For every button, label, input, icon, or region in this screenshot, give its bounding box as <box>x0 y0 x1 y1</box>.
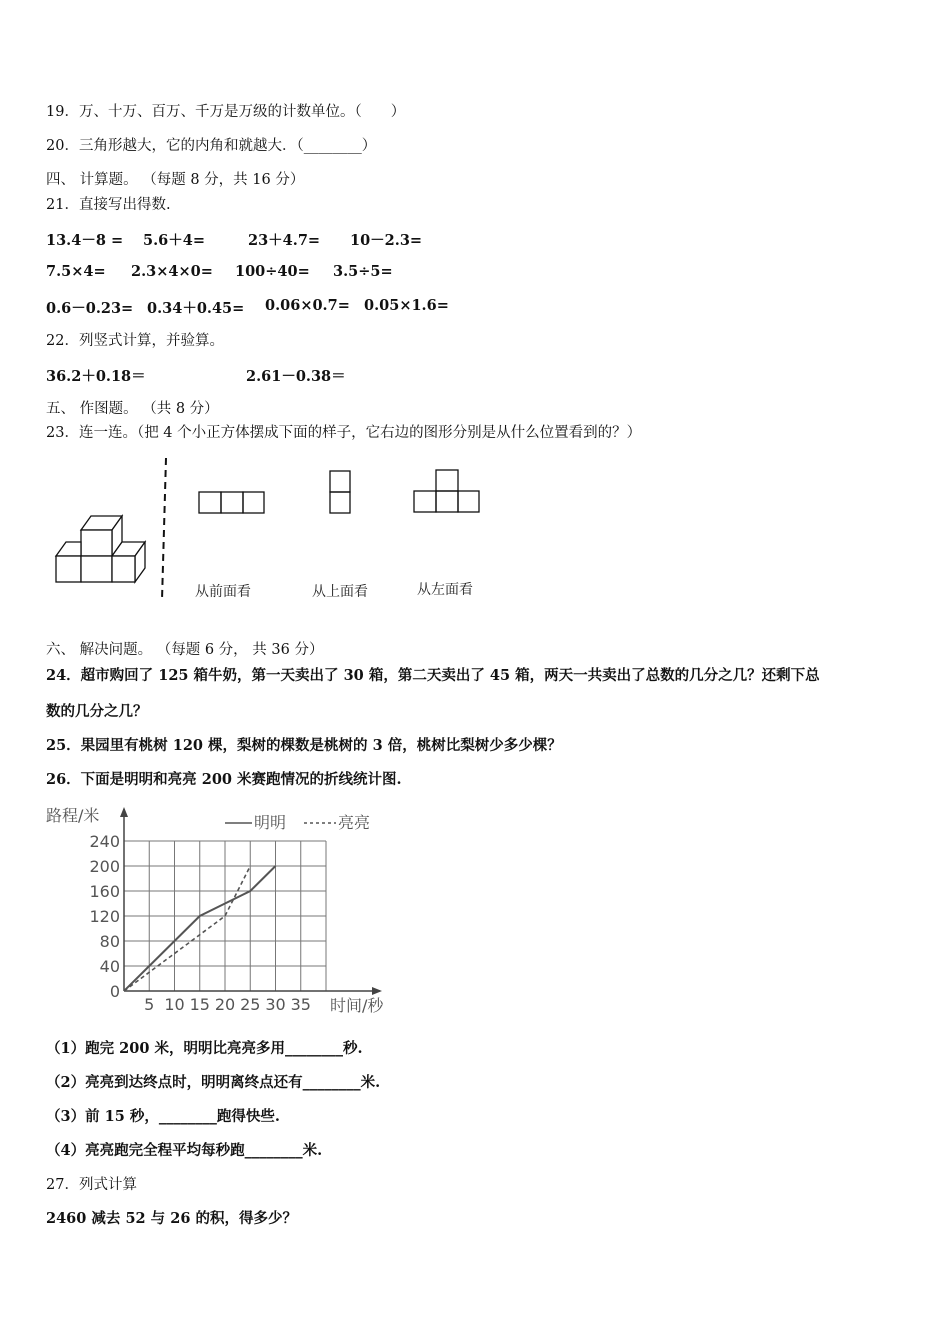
calc-item: 0.05×1.6= <box>364 297 449 314</box>
view-label-top: 从上面看 <box>312 584 368 600</box>
calc-row-3 <box>46 297 846 317</box>
x-tick-label: 35 <box>290 995 311 1014</box>
y-axis-label: 路程/米 <box>46 806 100 825</box>
calc-item: 10－2.3= <box>350 232 423 249</box>
section-6-heading: 六、 解决问题。 （每题 6 分， 共 36 分） <box>46 642 324 658</box>
q26-sub-4: （4）亮亮跑完全程平均每秒跑________米. <box>46 1142 323 1159</box>
calc-item: 100÷40= <box>235 263 310 280</box>
y-tick-label: 40 <box>99 957 120 976</box>
question-25: 25．果园里有桃树 120 棵，梨树的棵数是桃树的 3 倍，桃树比梨树少多少棵？ <box>46 737 562 754</box>
calc-item: 0.06×0.7= <box>265 297 350 314</box>
question-27: 27．列式计算 <box>46 1177 137 1193</box>
x-axis-arrow <box>372 987 382 995</box>
view-label-left: 从左面看 <box>417 582 473 598</box>
question-24-line-1: 24．超市购回了 125 箱牛奶，第一天卖出了 30 箱，第二天卖出了 45 箱，两天一共卖出了总数的几分之几？还剩下总 <box>46 667 820 684</box>
x-tick-label: 5 <box>144 995 155 1014</box>
x-tick-label: 10 <box>164 995 185 1014</box>
x-tick-label: 20 <box>214 995 236 1014</box>
q26-sub-1: （1）跑完 200 米，明明比亮亮多用________秒. <box>46 1040 363 1057</box>
question-23: 23．连一连。（把 4 个小正方体摆成下面的样子，它右边的图形分别是从什么位置看到的？） <box>46 425 642 441</box>
calc-item: 23＋4.7= <box>248 232 321 249</box>
legend-label-liangliang: 亮亮 <box>338 813 371 832</box>
view-shape-3 <box>414 470 479 512</box>
y-tick-label: 160 <box>89 882 120 901</box>
cube-stack-drawing <box>56 516 145 582</box>
x-tick-label: 25 <box>240 995 261 1014</box>
y-tick-label: 80 <box>99 932 120 951</box>
calc-item: 13.4－8 = <box>46 232 124 249</box>
calc-item: 3.5÷5= <box>333 263 393 280</box>
section-4-heading: 四、 计算题。 （每题 8 分，共 16 分） <box>46 172 305 188</box>
calc-item: 2.3×4×0= <box>131 263 213 280</box>
y-axis-arrow <box>120 807 128 817</box>
question-24-line-2: 数的几分之几？ <box>46 703 148 720</box>
y-tick-label: 200 <box>89 857 120 876</box>
question-26: 26．下面是明明和亮亮 200 米赛跑情况的折线统计图. <box>46 771 402 788</box>
question-19: 19．万、十万、百万、千万是万级的计数单位。（ ） <box>46 104 406 120</box>
y-tick-label: 240 <box>89 832 120 851</box>
chart-legend <box>225 813 370 832</box>
calc-item: 0.6－0.23= <box>46 300 134 317</box>
y-tick-label: 120 <box>89 907 120 926</box>
chart-axes <box>120 807 382 995</box>
calc-item: 36.2＋0.18＝ <box>46 368 146 385</box>
calc-item: 7.5×4= <box>46 263 106 280</box>
question-27-text: 2460 减去 52 与 26 的积，得多少？ <box>46 1210 297 1227</box>
view-label-front: 从前面看 <box>195 584 251 600</box>
x-axis-label: 时间/秒 <box>330 996 384 1015</box>
cube-views-figure <box>40 450 510 610</box>
x-tick-label: 30 <box>265 995 286 1014</box>
calc-item: 2.61－0.38＝ <box>246 368 346 385</box>
calc-row-1 <box>46 229 846 249</box>
x-tick-label: 15 <box>189 995 210 1014</box>
view-shape-2 <box>330 471 350 513</box>
calc-item: 0.34＋0.45= <box>147 300 245 317</box>
calc-row-2 <box>46 263 846 283</box>
dashed-divider <box>162 458 166 600</box>
section-5-heading: 五、 作图题。 （共 8 分） <box>46 401 219 417</box>
question-22: 22．列竖式计算，并验算。 <box>46 333 224 349</box>
view-shape-1 <box>199 492 264 513</box>
q26-sub-2: （2）亮亮到达终点时，明明离终点还有________米. <box>46 1074 381 1091</box>
legend-label-mingming: 明明 <box>254 813 287 832</box>
q22-items <box>46 365 846 385</box>
origin-label: 0 <box>109 982 120 1001</box>
question-21: 21．直接写出得数. <box>46 197 171 213</box>
question-20: 20．三角形越大，它的内角和就越大．（________） <box>46 138 377 154</box>
calc-item: 5.6＋4= <box>143 232 205 249</box>
q26-sub-3: （3）前 15 秒，________跑得快些. <box>46 1108 280 1125</box>
race-line-chart <box>40 795 420 1027</box>
